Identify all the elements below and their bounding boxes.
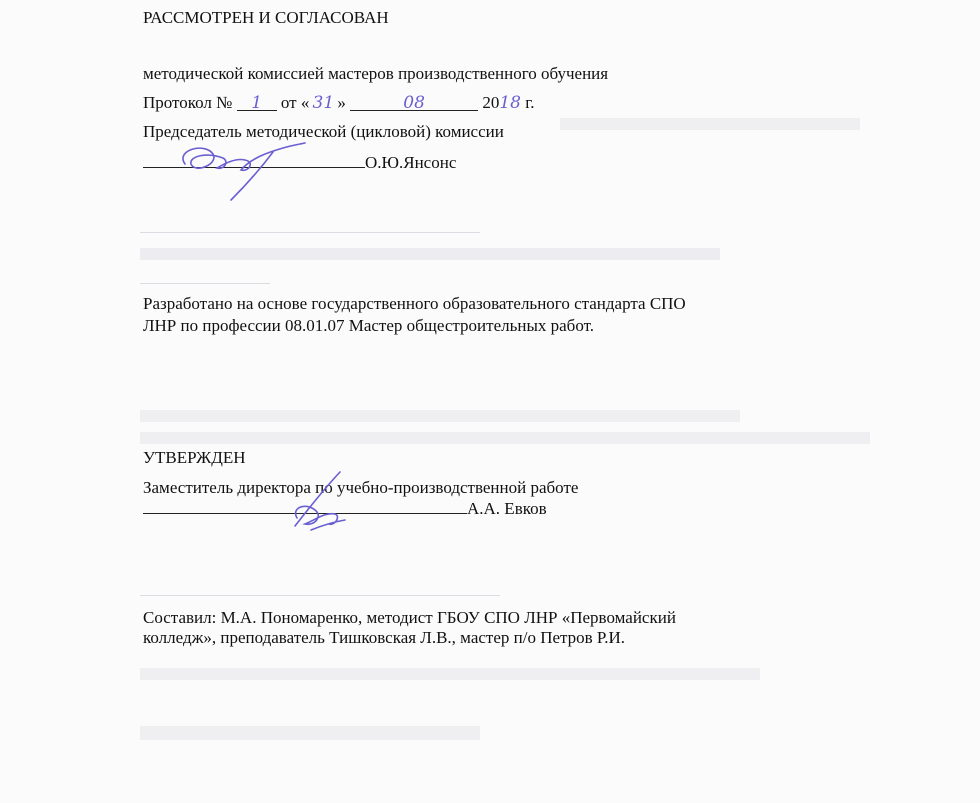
bleed-text: [140, 410, 740, 422]
deputy-line: Заместитель директора по учебно-производственной работе: [143, 478, 579, 497]
protocol-year-prefix: 20: [482, 93, 500, 112]
basis-line-2: ЛНР по профессии 08.01.07 Мастер общестроительных работ.: [143, 316, 594, 335]
protocol-number: 1: [237, 93, 277, 111]
bleed-text: [140, 432, 870, 444]
protocol-day: 31: [312, 93, 335, 113]
protocol-from: от «: [280, 93, 310, 112]
bleed-text: [140, 248, 720, 260]
protocol-line: [143, 93, 535, 113]
protocol-year-suffix: г.: [525, 93, 535, 112]
protocol-year-handwritten: 18: [499, 93, 521, 113]
chair-signature-icon: [165, 128, 315, 208]
bleed-text: [560, 118, 860, 130]
chair-name: О.Ю.Янсонс: [365, 153, 457, 172]
protocol-month: 08: [350, 93, 478, 111]
deputy-signature-icon: [285, 468, 365, 536]
protocol-prefix: Протокол №: [143, 93, 233, 112]
protocol-quote-close: »: [337, 93, 346, 112]
basis-line-1: Разработано на основе государственного образовательного стандарта СПО: [143, 294, 686, 313]
bleed-rule: [140, 283, 270, 284]
bleed-text: [140, 726, 480, 740]
commission-line: методической комиссией мастеров производственного обучения: [143, 64, 609, 83]
bleed-rule: [140, 595, 500, 596]
chair-line: Председатель методической (цикловой) комиссии: [143, 122, 504, 141]
author-line-2: колледж», преподаватель Тишковская Л.В., мастер п/о Петров Р.И.: [143, 628, 626, 647]
bleed-rule: [140, 232, 480, 233]
approval-heading: РАССМОТРЕН И СОГЛАСОВАН: [143, 8, 389, 27]
approved-heading: УТВЕРЖДЕН: [143, 448, 246, 467]
deputy-name: А.А. Евков: [467, 499, 547, 518]
bleed-text: [140, 668, 760, 680]
author-line-1: Составил: М.А. Пономаренко, методист ГБОУ СПО ЛНР «Первомайский: [143, 608, 676, 627]
